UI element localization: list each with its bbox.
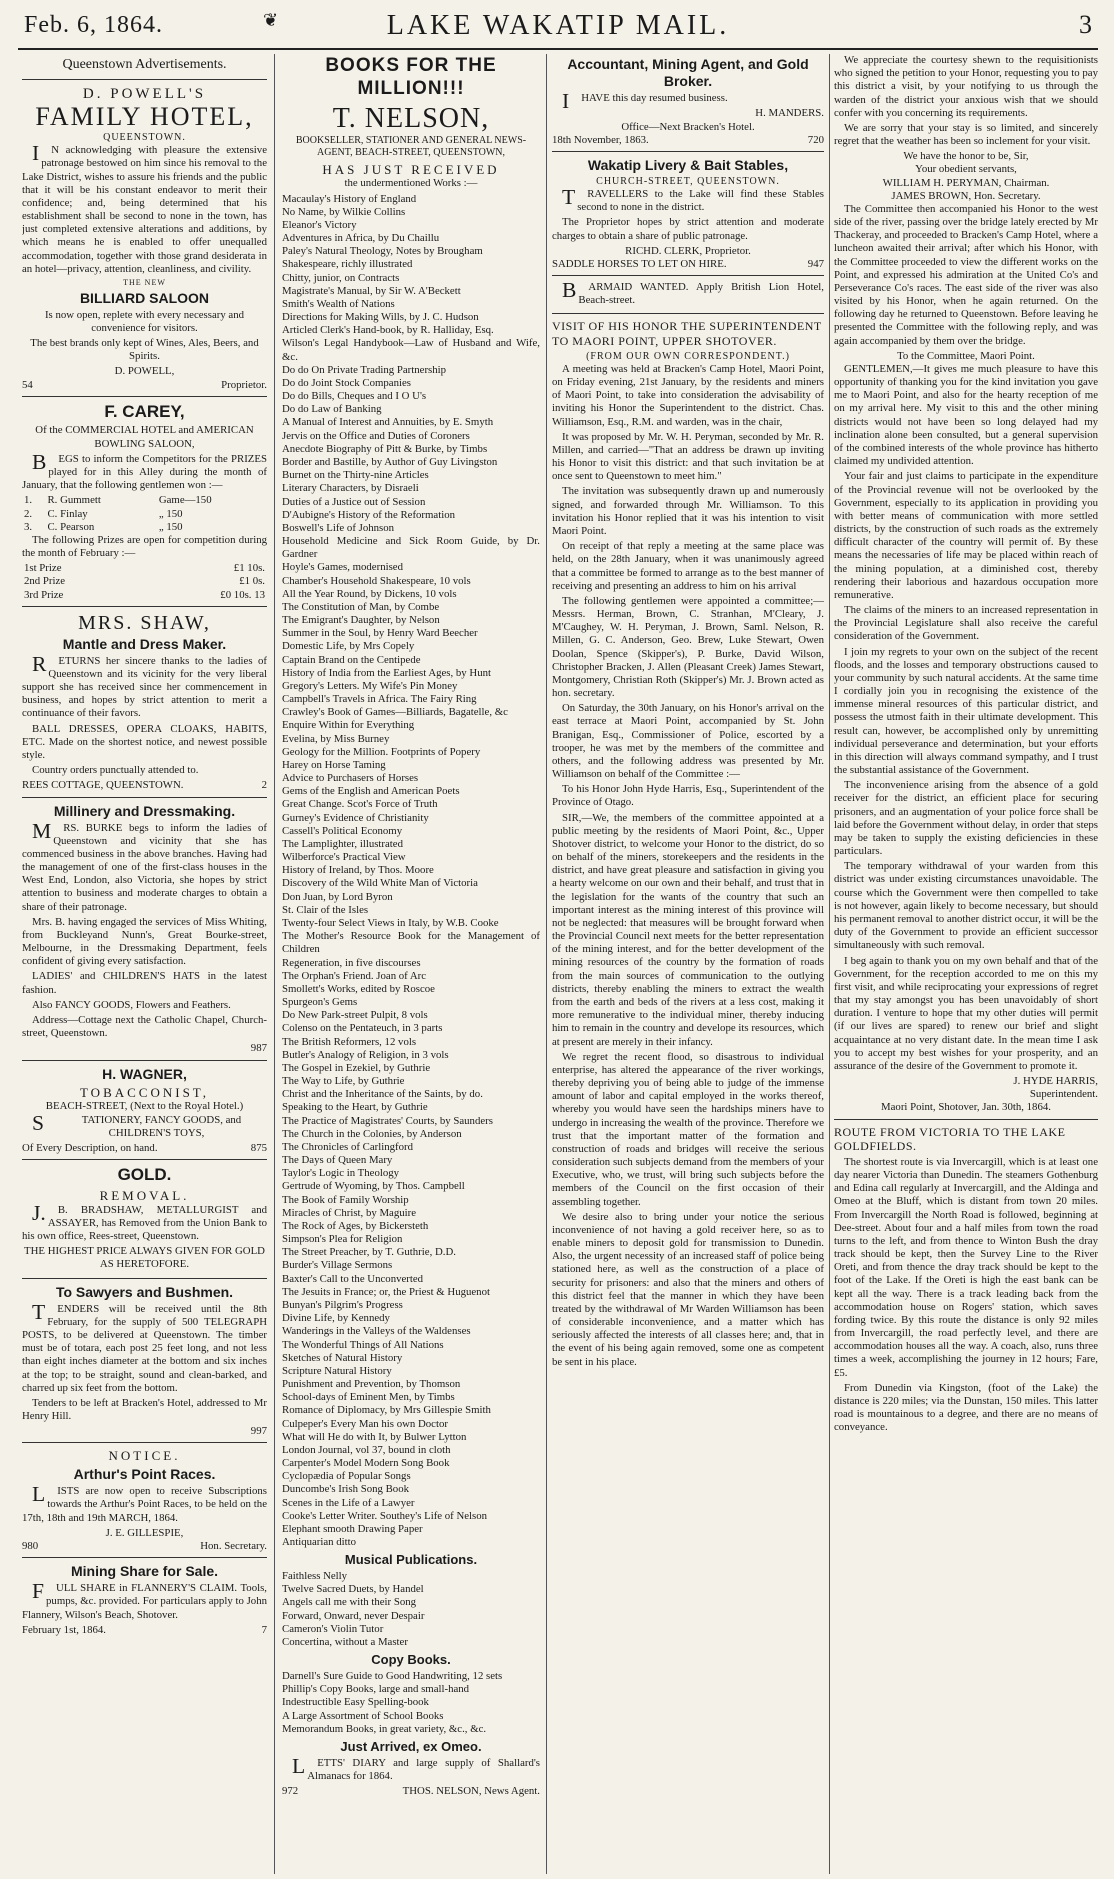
ad-number: 54 xyxy=(22,378,33,391)
book-item: Macaulay's History of England xyxy=(282,192,417,205)
book-item: Literary Characters, by Disraeli xyxy=(282,482,419,495)
address-continuation xyxy=(834,54,1098,148)
copy-book-item: A Large Assortment of School Books xyxy=(282,1709,444,1722)
ad-number: 7 xyxy=(261,1623,267,1636)
book-item: The Book of Family Worship xyxy=(282,1193,409,1206)
ad-desc: Of Every Description, on hand. xyxy=(22,1141,158,1154)
book-item: Christ and the Inheritance of the Saints, by do. xyxy=(282,1088,483,1101)
hotel-place: QUEENSTOWN. xyxy=(103,131,186,143)
book-item: Smith's Wealth of Nations xyxy=(282,297,395,310)
music-item: Concertina, without a Master xyxy=(282,1635,408,1648)
book-item: Don Juan, by Lord Byron xyxy=(282,890,393,903)
ad-body: IHAVE this day resumed business. xyxy=(562,89,728,114)
ad-body: STATIONERY, FANCY GOODS, and CHILDREN'S TOYS, xyxy=(32,1110,242,1139)
copy-books-list xyxy=(282,1670,540,1736)
music-list xyxy=(282,1570,540,1649)
notice-ad xyxy=(22,1448,267,1558)
article-paragraph: The Committee then accompanied his Honor to the west side of the river, passing over the bridge lately erected by Mr Thackeray, and proceeded to Bracken's Camp Hotel, where a luncheon awaited their arrival; after which his Honor, with the Committee proceeded to view the different works on the Point, and expressed his admiration at the United Co's and Perseverance Co's races. The east side of the river was also visited by his Honor, when he again returned. On the following day he returned to Queenstown. Before leaving he presented the Committee with the following reply, and was again accompanied by them over the bridge. xyxy=(834,202,1098,347)
book-item: Twenty-four Select Views in Italy, by W.B. Cooke xyxy=(282,917,499,929)
received-heading: HAS JUST RECEIVED xyxy=(322,161,500,177)
book-item: Regeneration, in five discourses xyxy=(282,956,421,969)
book-item: Duncombe's Irish Song Book xyxy=(282,1483,410,1496)
ad-subtitle: Of the COMMERCIAL HOTEL and AMERICAN BOWLING SALOON, xyxy=(35,424,254,450)
book-item: Colenso on the Pentateuch, in 3 parts xyxy=(282,1022,443,1035)
column-2 xyxy=(282,54,540,1874)
reply-role: Superintendent. xyxy=(1029,1088,1098,1101)
book-item: Bunyan's Pilgrim's Progress xyxy=(282,1298,403,1311)
copy-book-item: Darnell's Sure Guide to Good Handwriting, 12 sets xyxy=(282,1670,503,1682)
book-item: Smollett's Works, edited by Roscoe xyxy=(282,982,435,995)
table-row: 3. C. Pearson „ 150 xyxy=(24,520,183,533)
book-item: Antiquarian ditto xyxy=(282,1536,357,1549)
ad-signature: RICHD. CLERK, Proprietor. xyxy=(625,244,751,257)
billiard-saloon-heading: BILLIARD SALOON xyxy=(79,289,210,306)
ad-body: THE HIGHEST PRICE ALWAYS GIVEN FOR GOLD AS HERETOFORE. xyxy=(24,1245,265,1271)
ad-subheading: REMOVAL. xyxy=(99,1187,190,1203)
ad-number: 997 xyxy=(250,1425,267,1438)
ad-signature: THOS. NELSON, News Agent. xyxy=(402,1785,540,1798)
book-item: London Journal, vol 37, bound in cloth xyxy=(282,1443,451,1456)
page-number: 3 xyxy=(1079,10,1092,39)
book-item: Household Medicine and Sick Room Guide, by Dr. Gardner xyxy=(282,535,540,561)
advertiser-name: MRS. SHAW, xyxy=(78,611,211,634)
advertiser-name: H. WAGNER, xyxy=(102,1065,187,1082)
ad-heading: NOTICE. xyxy=(108,1448,181,1464)
ad-heading: GOLD. xyxy=(117,1165,172,1185)
book-list xyxy=(282,193,540,1550)
winners-table xyxy=(22,494,267,534)
ad-number: 987 xyxy=(250,1042,267,1055)
reply-date: Maori Point, Shotover, Jan. 30th, 1864. xyxy=(834,1101,1098,1119)
ad-body: The best brands only kept of Wines, Ales, Beers, and Spirits. xyxy=(30,337,259,363)
ad-heading: Millinery and Dressmaking. xyxy=(53,802,236,819)
column-1 xyxy=(22,54,267,1874)
arrived-heading: Just Arrived, ex Omeo. xyxy=(340,1738,482,1754)
book-item: Culpeper's Every Man his own Doctor xyxy=(282,1417,448,1430)
book-item: Enquire Within for Everything xyxy=(282,719,415,732)
ad-body: MRS. BURKE begs to inform the ladies of Queenstown and vicinity that she has commenced business in the above branches. Having had the management of one of the first-class houses in the West End, London, also Victoria, she hopes by strict attention to business and moderate charges to obtain a share of their patronage. xyxy=(22,818,267,913)
book-item: A Manual of Interest and Annuities, by E. Smyth xyxy=(282,416,494,429)
book-item: Eleanor's Victory xyxy=(282,218,357,231)
book-item: Do do Joint Stock Companies xyxy=(282,376,411,389)
honor-line: We have the honor to be, Sir, xyxy=(903,150,1029,163)
book-item: Scripture Natural History xyxy=(282,1364,392,1377)
book-item: Gregory's Letters. My Wife's Pin Money xyxy=(282,679,458,692)
book-item: Captain Brand on the Centipede xyxy=(282,653,421,666)
book-item: The Church in the Colonies, by Anderson xyxy=(282,1127,462,1140)
book-item: Butler's Analogy of Religion, in 3 vols xyxy=(282,1048,449,1061)
book-item: Discovery of the Wild White Man of Victoria xyxy=(282,877,478,890)
ad-date: February 1st, 1864. xyxy=(22,1623,106,1636)
ad-trade: BOOKSELLER, STATIONER AND GENERAL NEWS-AGENT, BEACH-STREET, QUEENSTOWN, xyxy=(295,135,527,159)
superintendent-reply xyxy=(834,363,1098,1073)
article-paragraph: We desire also to bring under your notice the serious inconvenience of not having a gold receiver here, so as to enable miners to deposit gold for transmission to Dunedin. Also, the urgent necessity of an increased staff of police being stationed here, as well as the construction of a place of security for prisoners: and also that the miners and others of this district feel that the manner in which they have been treated by the withdrawal of Mr Warden Williamson has been of considerable inconvenience, and a matter which has seriously affected the interests of all classes here; and, that in the event of his being again removed, some one as competent be sent in his place. xyxy=(552,1210,824,1368)
book-item: Carpenter's Model Modern Song Book xyxy=(282,1457,450,1470)
book-item: The Constitution of Man, by Combe xyxy=(282,600,440,613)
route-headline: ROUTE FROM VICTORIA TO THE LAKE GOLDFIELDS. xyxy=(834,1124,1066,1154)
book-item: Hoyle's Games, modernised xyxy=(282,561,403,574)
book-item: Cassell's Political Economy xyxy=(282,824,403,837)
ad-body: Tenders to be left at Bracken's Hotel, addressed to Mr Henry Hill. xyxy=(22,1396,267,1423)
books-banner: BOOKS FOR THE MILLION!!! xyxy=(325,55,497,100)
book-item: Boswell's Life of Johnson xyxy=(282,521,395,534)
ad-trade: Mantle and Dress Maker. xyxy=(62,635,227,652)
livery-ad xyxy=(552,157,824,276)
book-item: Divine Life, by Kennedy xyxy=(282,1312,390,1325)
reply-signature: J. HYDE HARRIS, xyxy=(1013,1075,1098,1088)
ad-number: 980 xyxy=(22,1540,39,1552)
book-item: Evelina, by Miss Burney xyxy=(282,732,390,745)
ad-body: Mrs. B. having engaged the services of Miss Whiting, from Buckleyand Nunn's, Great Bourke-street, Melbourne, in the Dressmaking Department, feels confident of giving every satisfaction. xyxy=(22,915,267,968)
book-item: Chamber's Household Shakespeare, 10 vols xyxy=(282,574,471,587)
column-divider xyxy=(546,54,547,1874)
article-paragraph: The invitation was subsequently drawn up and numerously signed, and forwarded through Mr. Williamson. To this invitation his Honor replied that it was his intention to visit Maori Point. xyxy=(552,485,824,537)
sawyers-ad xyxy=(22,1284,267,1444)
book-item: The Days of Queen Mary xyxy=(282,1154,393,1167)
reply-paragraph: Your fair and just claims to participate in the expenditure of the Provincial revenue will not be overlooked by the Government, especially to its application in providing you with better means of communication with more settled districts, by the construction of such roads as the extremely difficult character of the country will permit of. By these means the necessaries of life may be placed within reach of the mining population, at a diminished cost, thereby rendering their laborious and hazardous occupation more remunerative. xyxy=(834,470,1098,601)
book-item: Domestic Life, by Mrs Copely xyxy=(282,640,415,653)
book-item: The Lamplighter, illustrated xyxy=(282,837,403,850)
book-item: Geology for the Million. Footprints of Popery xyxy=(282,745,481,758)
book-item: The Wonderful Things of All Nations xyxy=(282,1338,444,1351)
reply-paragraph: I beg again to thank you on my own behalf and that of the Government, for the reception accorded to me on this my first visit, and while reciprocating your expressions of regret that my stay amongst you has been unavoidably of short duration. I venture to hope that my other duties will permit (if our lives are spared) to renew our brief and slight acquaintance at no very distant date. In the mean time I ask you to accept my best wishes for your prosperity, and an assurance of the desire of the Government to promote it. xyxy=(834,954,1098,1072)
reply-paragraph: I join my regrets to your own on the subject of the recent floods, and the losses and temporary obstructions caused to your community by such natural accidents. At the same time I cordially join you in recognising the existence of the immense mineral resources of this particular district, and possess the utmost faith in their ultimate development. This result can, however, be accomplished only by unremitting individual perseverance and determination, but your efforts in this direction will always command sympathy, and I trust the substantial assistance of the Government. xyxy=(834,645,1098,777)
book-item: History of India from the Earliest Ages, by Hunt xyxy=(282,666,491,679)
hotel-title: FAMILY HOTEL, xyxy=(35,102,254,132)
ad-signature: D. POWELL, xyxy=(114,365,175,378)
column-4 xyxy=(834,54,1098,1874)
reply-paragraph: The inconvenience arising from the absence of a gold receiver for the district, an efficient place for securing prisoners, and an augmentation of your police force shall be laid before the Government without delay, in order that steps may be taken to supply the existing deficiencies in these particulars. xyxy=(834,779,1098,858)
book-item: The Mother's Resource Book for the Management of Children xyxy=(282,930,540,956)
book-item: The Rock of Ages, by Bickersteth xyxy=(282,1219,429,1232)
music-item: Faithless Nelly xyxy=(282,1570,348,1583)
reply-paragraph: GENTLEMEN,—It gives me much pleasure to have this opportunity of thanking you for the kind invitation you gave me to Maori Point, and also for the hearty reception of me on my arrival here. My visit to this and the other mining districts would not have been so long delayed had my inclination alone been consulted, but a general supervision of the combined interests of the whole province has hitherto claimed my undivided attention. xyxy=(834,362,1098,468)
ad-date: 18th November, 1863. xyxy=(552,133,649,146)
servants-line: Your obedient servants, xyxy=(915,163,1017,176)
book-item: No Name, by Wilkie Collins xyxy=(282,205,406,218)
ad-body: BEGS to inform the Competitors for the PRIZES played for in this Alley during the month of January, that the following gentlemen won :— xyxy=(22,449,267,492)
book-item: Adventures in Africa, by Du Chaillu xyxy=(282,232,440,245)
book-item: Elephant smooth Drawing Paper xyxy=(282,1522,423,1535)
ornament-icon: ❦ xyxy=(263,10,279,30)
book-item: Romance of Diplomacy, by Mrs Gillespie Smith xyxy=(282,1404,491,1417)
book-item: St. Clair of the Isles xyxy=(282,903,369,916)
signer-chairman: WILLIAM H. PERYMAN, Chairman. xyxy=(882,176,1050,189)
book-item: Directions for Making Wills, by J. C. Hudson xyxy=(282,311,479,324)
book-item: Magistrate's Manual, by Sir W. A'Beckett xyxy=(282,284,461,297)
wagner-ad xyxy=(22,1066,267,1161)
ad-heading: Wakatip Livery & Bait Stables, xyxy=(587,156,789,173)
book-item: Simpson's Plea for Religion xyxy=(282,1233,403,1246)
route-paragraph: From Dunedin via Kingston, (foot of the Lake) the distance is 220 miles; via the Dunstan, 150 miles. This latter road is mountainous to a degree, and there are no means of conveyance. xyxy=(834,1381,1098,1434)
book-item: School-days of Eminent Men, by Timbs xyxy=(282,1391,455,1404)
table-row: 2. C. Finlay „ 150 xyxy=(24,507,183,520)
ad-body: LISTS are now open to receive Subscriptions towards the Arthur's Point Races, to be held on the 17th, 18th and 19th MARCH, 1864. xyxy=(22,1482,267,1524)
ad-role: Proprietor. xyxy=(221,378,267,391)
book-item: Gems of the English and American Poets xyxy=(282,785,460,798)
issue-date: Feb. 6, 1864. xyxy=(24,12,163,38)
book-item: Wilson's Legal Handybook—Law of Husband and Wife, &c. xyxy=(282,337,540,363)
book-item: Cooke's Letter Writer. Southey's Life of Nelson xyxy=(282,1509,488,1522)
advertiser-name: D. POWELL'S xyxy=(82,86,207,103)
book-item: Do do Law of Banking xyxy=(282,403,382,416)
music-item: Twelve Sacred Duets, by Handel xyxy=(282,1583,424,1596)
book-item: Summer in the Soul, by Henry Ward Beecher xyxy=(282,627,478,640)
ad-address: CHURCH-STREET, QUEENSTOWN. xyxy=(596,175,780,187)
route-paragraph: The shortest route is via Invercargill, which is at least one day nearer Victoria than Dunedin. The steamers Gothenburg and Edina call regularly at Invercargill, and the Aldinga and Omeo at the Bluff, which is distant from town 20 miles. From Invercargill the North Road is followed, beginning at Dee-street. About four and a half miles from town the road turns to the left, and from thence to Winton Bush the dray track should be kept, then the Survey Line to the River Oreti, and from thence the dray track should be kept to the foot of the Lake. If the Oreti is high the east bank can be kept all the way. There is a track leading back from the accommodation house on Rogers' station, which saves fording twice. By this route the distance is only 92 miles from Invercargill, the road perfectly level, and there are accommodation houses all the way. A coach, also, runs three times a week, accomplishing the journey in 12 hours; Fare, £5. xyxy=(834,1155,1098,1379)
section-head-ad xyxy=(22,56,267,80)
music-item: Angels call me with their Song xyxy=(282,1596,417,1609)
article-paragraph: The following gentlemen were appointed a committee;—Messrs. Herman, Brown, C. Stranhan, M'Cleary, J. M'Caughey, W. H. Peryman, J. Brown, Saml. Nelson, R. Millen, G. C. Anderson, Geo. Brew, Luke Stewart, Owen Doolan, Spence (Skipper's), P. Burke, David Wilson, Christopher Bracken, J. Allen (Pleasant Creek) James Stewart, Montgomery, Christian Roth (Skipper's) Mr. J. Brown acted as hon. secretary. xyxy=(552,594,824,700)
book-item: The Street Preacher, by T. Guthrie, D.D. xyxy=(282,1246,456,1259)
article-paragraph: We appreciate the courtesy shewn to the requisitionists who signed the petition to your Honor, requesting you to pay this district a visit, by your notifying to us through the warden of the district your anxious wish that we should confer with you concerning its requirements. xyxy=(834,54,1098,119)
book-item: Speaking to the Heart, by Guthrie xyxy=(282,1101,428,1114)
article-paragraph: We regret the recent flood, so disastrous to individual enterprise, has altered the appearance of the river workings, thereby depriving you of being able to judge of the immense amount of labor and capital employed in the works thereof, whereby you would have seen the hardships miners have to undergo in increasing the wealth of the province. Therefore we trust that the important matter of the formation and construction of roads and bridges will receive the serious consideration such subjects demand from the members of your Executive, who, we trust, will bring such subjects before the members of the Council on the first occasion of their assembling together. xyxy=(552,1050,824,1208)
music-item: Cameron's Violin Tutor xyxy=(282,1622,384,1635)
reply-paragraph: The claims of the miners to an increased representation in the Provincial Legislature shall also receive the careful consideration of the Government. xyxy=(834,604,1098,643)
ad-body: TENDERS will be received until the 8th February, for the supply of 500 TELEGRAPH POSTS, to be delivered at Queenstown. The timber must be of totara, each post 25 feet long, and not less than eight inches diameter at the bottom and six inches at the top; to be straight, sound and clean-barked, and charred up six feet from the bottom. xyxy=(22,1299,267,1394)
book-item: Articled Clerk's Hand-book, by R. Halliday, Esq. xyxy=(282,324,494,337)
book-item: Anecdote Biography of Pitt & Burke, by Timbs xyxy=(282,442,488,455)
ad-address: BEACH-STREET, (Next to the Royal Hotel.) xyxy=(45,1100,244,1113)
masthead xyxy=(18,6,1098,50)
book-item: The Way to Life, by Guthrie xyxy=(282,1075,405,1088)
book-item: Chitty, junior, on Contracts xyxy=(282,271,400,284)
book-item: The Gospel in Ezekiel, by Guthrie xyxy=(282,1061,431,1074)
book-item: History of Ireland, by Thos. Moore xyxy=(282,864,434,877)
ad-body: BALL DRESSES, OPERA CLOAKS, HABITS, ETC. Made on the shortest notice, and newest possible style. xyxy=(22,722,267,761)
ad-body: RETURNS her sincere thanks to the ladies of Queenstown and its vicinity for the very liberal support she has received since her commencement in business, and hopes by strict attention to merit a continuance of their favors. xyxy=(22,651,267,720)
ad-body: IN acknowledging with pleasure the extensive patronage bestowed on him since his removal to the Lake District, wishes to assure his friends and the public that it will be his constant endeavor to merit their confidence; and, being determined that his establishment shall be second to none in the town, has just completed extensive alterations and additions, by which means he is enabled to offer unequalled accommodation, together with those grand desiderata in an hotel—privacy, attention, cleanliness, and civility. xyxy=(22,141,267,275)
ad-signature: J. E. GILLESPIE, xyxy=(105,1526,184,1539)
book-item: Do do On Private Trading Partnership xyxy=(282,363,447,376)
article-paragraph: We are sorry that your stay is so limited, and sincerely regret that the weather has been so inclement for your visit. xyxy=(834,121,1098,148)
book-item: Sketches of Natural History xyxy=(282,1351,403,1364)
book-item: Jervis on the Office and Duties of Coroners xyxy=(282,429,470,442)
book-item: Do New Park-street Pulpit, 8 vols xyxy=(282,1009,428,1022)
ad-title: Arthur's Point Races. xyxy=(73,1466,216,1483)
mining-ad xyxy=(22,1563,267,1637)
ad-body: The Proprietor hopes by strict attention and moderate charges to obtain a share of public patronage. xyxy=(552,216,824,242)
ad-hire: SADDLE HORSES TO LET ON HIRE. xyxy=(552,257,727,270)
gold-ad xyxy=(22,1165,267,1278)
book-item: Gurney's Evidence of Christianity xyxy=(282,811,429,824)
article-body xyxy=(552,363,824,1369)
copy-books-heading: Copy Books. xyxy=(371,1652,451,1668)
powell-hotel-ad xyxy=(22,85,267,397)
ad-number: 2 xyxy=(261,779,267,792)
book-item: Do do Bills, Cheques and I O U's xyxy=(282,390,427,403)
ad-body: LETTS' DIARY and large supply of Shallard's Almanacs for 1864. xyxy=(292,1753,540,1782)
book-item: All the Year Round, by Dickens, 10 vols xyxy=(282,587,457,600)
book-item: The Jesuits in France; or, the Priest & Huguenot xyxy=(282,1285,490,1298)
book-item: Baxter's Call to the Unconverted xyxy=(282,1272,424,1285)
received-intro: the undermentioned Works :— xyxy=(344,177,478,190)
copy-book-item: Phillip's Copy Books, large and small-hand xyxy=(282,1683,470,1696)
advertiser-name: T. NELSON, xyxy=(332,103,490,135)
ad-role: Hon. Secretary. xyxy=(200,1540,267,1552)
section-heading: Queenstown Advertisements. xyxy=(62,57,227,72)
ad-office: Office—Next Bracken's Hotel. xyxy=(621,120,755,133)
book-item: Shakespeare, richly illustrated xyxy=(282,258,413,271)
copy-book-item: Memorandum Books, in great variety, &c., &c. xyxy=(282,1722,487,1735)
ad-number: 947 xyxy=(807,257,824,270)
table-row: 3rd Prize £0 10s. 13 xyxy=(24,588,265,601)
signer-secretary: JAMES BROWN, Hon. Secretary. xyxy=(891,189,1041,202)
book-item: Wanderings in the Valleys of the Waldenses xyxy=(282,1325,471,1338)
ad-number: 875 xyxy=(250,1141,267,1154)
column-divider xyxy=(829,54,830,1874)
book-item: The Emigrant's Daughter, by Nelson xyxy=(282,614,440,627)
ad-number: 720 xyxy=(807,133,824,146)
prizes-table xyxy=(22,562,267,602)
newspaper-title: LAKE WAKATIP MAIL. xyxy=(386,10,730,41)
book-item: Burder's Village Sermons xyxy=(282,1259,393,1272)
music-item: Forward, Onward, never Despair xyxy=(282,1609,425,1622)
book-item: Spurgeon's Gems xyxy=(282,996,358,1009)
music-heading: Musical Publications. xyxy=(344,1552,478,1568)
copy-book-item: Indestructible Easy Spelling-book xyxy=(282,1696,429,1709)
ad-body: Also FANCY GOODS, Flowers and Feathers. xyxy=(32,998,231,1011)
ad-heading: Mining Share for Sale. xyxy=(70,1563,219,1580)
article-byline: (FROM OUR OWN CORRESPONDENT.) xyxy=(586,350,790,362)
ad-body: BARMAID WANTED. Apply British Lion Hotel, Beach-street. xyxy=(562,278,824,307)
barmaid-ad xyxy=(552,278,824,314)
book-item: D'Aubigne's History of the Reformation xyxy=(282,508,456,521)
book-item: What will He do with It, by Bulwer Lytton xyxy=(282,1430,467,1443)
book-item: Punishment and Prevention, by Thomson xyxy=(282,1378,461,1391)
to-line: To the Committee, Maori Point. xyxy=(897,349,1035,362)
article-paragraph: On Saturday, the 30th January, on his Honor's arrival on the east terrace at Maori Point, accompanied by St. John Branigan, Esq., Commissioner of Police, escorted by a trooper, he was met by the members of the committee and others, and the following address was presented by Mr. Williamson on behalf of the Committee :— xyxy=(552,702,824,781)
book-item: The Orphan's Friend. Joan of Arc xyxy=(282,969,427,982)
route-body xyxy=(834,1156,1098,1435)
book-item: Campbell's Travels in Africa. The Fairy Ring xyxy=(282,693,477,706)
ad-heading: To Sawyers and Bushmen. xyxy=(55,1283,234,1300)
table-row: 2nd Prize £1 0s. xyxy=(24,575,265,588)
ad-body: LADIES' and CHILDREN'S HATS in the latest fashion. xyxy=(22,970,267,996)
book-item: Wilberforce's Practical View xyxy=(282,851,406,864)
table-row: 1. R. Gummett Game—150 xyxy=(24,494,212,507)
book-item: Border and Bastille, by Author of Guy Livingston xyxy=(282,455,498,468)
ad-body: TRAVELLERS to the Lake will find these Stables second to none in the district. xyxy=(562,185,824,214)
book-item: The Practice of Magistrates' Courts, by Saunders xyxy=(282,1114,493,1127)
advertiser-name: F. CAREY, xyxy=(104,401,185,421)
book-item: Burnet on the Thirty-nine Articles xyxy=(282,469,429,482)
book-item: Crawley's Book of Games—Billiards, Bagatelle, &c xyxy=(282,706,508,719)
book-item: The British Reformers, 12 vols xyxy=(282,1035,417,1048)
book-item: Miracles of Christ, by Maguire xyxy=(282,1206,417,1219)
column-divider xyxy=(274,54,275,1874)
book-item: Cyclopædia of Popular Songs xyxy=(282,1470,411,1483)
ad-body: J.B. BRADSHAW, METALLURGIST and ASSAYER, has Removed from the Union Bank to his own office, Rees-street, Queenstown. xyxy=(22,1200,267,1243)
article-paragraph: A meeting was held at Bracken's Camp Hotel, Maori Point, on Friday evening, 21st January, by the residents and miners of Maori Point, to take into consideration the advisability of inviting his Honor the Superintendent to the district. Chas. Williamson, Esq., R.M. and warden, was in the chair, xyxy=(552,362,824,428)
ad-body: Is now open, replete with every necessary and convenience for visitors. xyxy=(44,308,245,334)
article-headline: VISIT OF HIS HONOR THE SUPERINTENDENT TO MAORI POINT, UPPER SHOTOVER. xyxy=(552,319,822,349)
book-item: Gertrude of Wyoming, by Thos. Campbell xyxy=(282,1180,465,1193)
book-item: Harey on Horse Taming xyxy=(282,758,386,771)
ad-body: Country orders punctually attended to. xyxy=(32,764,199,777)
book-item: Taylor's Logic in Theology xyxy=(282,1167,400,1180)
article-continuation xyxy=(834,203,1098,348)
article-paragraph: It was proposed by Mr. W. H. Peryman, seconded by Mr. R. Millen, and carried—"That an address be drawn up inviting his Honor to visit this district: and that such invitation be at once sent to Queenstown to meet him." xyxy=(552,430,824,483)
ad-number: 972 xyxy=(282,1785,299,1798)
article-paragraph: SIR,—We, the members of the committee appointed at a public meeting by the residents of Maori Point, &c., Upper Shotover district, to welcome your Honor to the district, do so on behalf of the miners, storekeepers and the residents in the district, and have great pleasure and satisfaction in giving you a hearty welcome on our own and their behalf, and trust that in the legislation for the wants of the country that such an important interest as the mining interest of this province will not be neglected: that measures will be brought forward when the Provincial Council next meets for the better representation of the mining interest, and for the better development of the mining resources of the country by the formation of roads from the main sources of communication to the outlying districts, thereby enabling the miners to extract the wealth from the earth and beds of the rivers at a less cost, making it more remunerative to the individual miner, thereby inducing him to remain in the country and develope its resources, which at present are merely in their infancy. xyxy=(552,811,824,1048)
column-3 xyxy=(552,54,824,1874)
book-item: Paley's Natural Theology, Notes by Brougham xyxy=(282,245,483,258)
book-item: Duties of a Justice out of Session xyxy=(282,495,426,508)
the-new-label: THE NEW xyxy=(123,277,166,287)
article-paragraph: To his Honor John Hyde Harris, Esq., Superintendent of the Province of Otago. xyxy=(552,783,824,809)
ad-body: The following Prizes are open for competition during the month of February :— xyxy=(22,533,267,560)
reply-paragraph: The temporary withdrawal of your warden from this district was under existing circumstances unavoidable. The course which the Government were then compelled to take is not however, again likely to become necessary, but should his permanent removal to another district occur, it will be the duty of the Government to provide an efficient successor simultaneously with such removal. xyxy=(834,860,1098,952)
ad-signature: H. MANDERS. xyxy=(755,107,824,120)
carey-ad xyxy=(22,402,267,607)
manders-ad xyxy=(552,56,824,152)
book-item: Great Change. Scot's Force of Truth xyxy=(282,798,438,811)
burke-ad xyxy=(22,803,267,1061)
article-paragraph: On receipt of that reply a meeting at the same place was held, on the 28th January, when it was unanimously agreed that a committee be formed to arrange as to the best manner of receiving and presenting an address to him on his arrival xyxy=(552,540,824,592)
article-visit xyxy=(552,319,824,1368)
ad-body: FULL SHARE in FLANNERY'S CLAIM. Tools, pumps, &c. provided. For particulars apply to John Flannery, Wilson's Beach, Shotover. xyxy=(22,1579,267,1621)
ad-trade: TOBACCONIST, xyxy=(79,1084,210,1100)
shaw-ad xyxy=(22,612,267,798)
book-item: Scenes in the Life of a Lawyer xyxy=(282,1496,415,1509)
ad-body: Address—Cottage next the Catholic Chapel, Church-street, Queenstown. xyxy=(22,1013,267,1040)
ad-address: REES COTTAGE, QUEENSTOWN. xyxy=(22,779,184,792)
book-item: The Chronicles of Carlingford xyxy=(282,1140,414,1153)
ad-heading: Accountant, Mining Agent, and Gold Broker. xyxy=(567,56,809,90)
book-item: Advice to Purchasers of Horses xyxy=(282,772,419,785)
table-row: 1st Prize £1 10s. xyxy=(24,562,265,575)
